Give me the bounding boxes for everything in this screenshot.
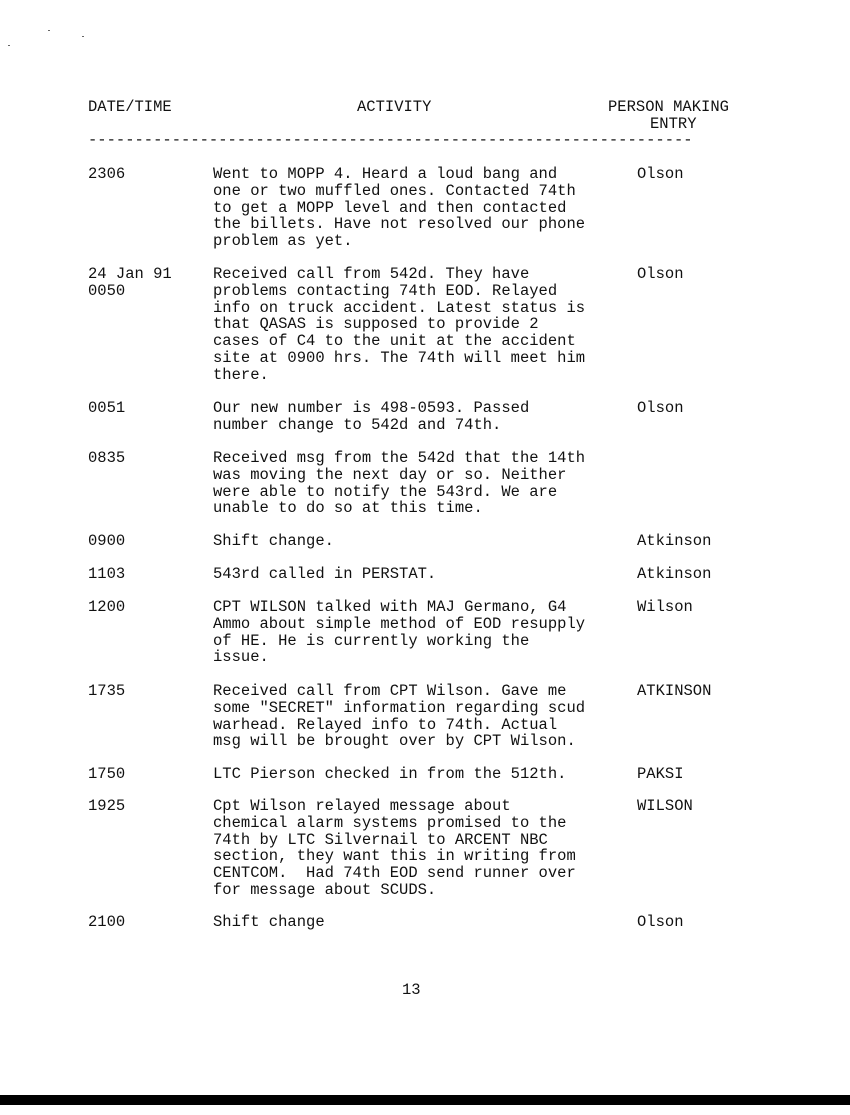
entry-activity: Shift change.: [213, 532, 334, 550]
entry-time: 0835: [88, 449, 126, 467]
entry-activity: Cpt Wilson relayed message about chemical alarm systems promised to the 74th by LTC Silvernail to ARCENT NBC section, they want this in writing from CENTCOM. Had 74th EOD send runner over for message about SCUDS.: [213, 797, 576, 899]
entry-activity: Went to MOPP 4. Heard a loud bang and one or two muffled ones. Contacted 74th to get a MOPP level and then contacted the billets. Have not resolved our phone problem as yet.: [213, 165, 586, 251]
entry-time: 2306: [88, 165, 126, 183]
entry-activity: Received call from CPT Wilson. Gave me some "SECRET" information regarding scud warhead. Relayed info to 74th. Actual msg will be brought over by CPT Wilson.: [213, 682, 586, 751]
column-header-person-making: PERSON MAKING: [608, 98, 729, 116]
entry-time: 1200: [88, 598, 126, 616]
entry-time: 24 Jan 91 0050: [88, 265, 172, 300]
entry-person: Atkinson: [637, 565, 712, 583]
entry-person: ATKINSON: [637, 682, 712, 700]
entry-time: 0900: [88, 532, 126, 550]
entry-activity: LTC Pierson checked in from the 512th.: [213, 765, 567, 783]
header-divider: -----------------------------------------------------------------: [88, 132, 693, 149]
entry-activity: Received call from 542d. They have problems contacting 74th EOD. Relayed info on truck accident. Latest status is that QASAS is supposed to provide 2 cases of C4 to the unit at the accident site at 0900 hrs. The 74th will meet him there.: [213, 265, 586, 384]
entry-activity: Our new number is 498-0593. Passed number change to 542d and 74th.: [213, 399, 530, 434]
entry-time: 1750: [88, 765, 126, 783]
entry-activity: Shift change: [213, 913, 325, 931]
column-header-activity: ACTIVITY: [357, 98, 432, 116]
entry-person: Olson: [637, 165, 684, 183]
page-number: 13: [402, 981, 421, 999]
entry-person: Olson: [637, 265, 684, 283]
column-header-entry: ENTRY: [650, 115, 697, 133]
entry-time: 1735: [88, 682, 126, 700]
entry-person: Olson: [637, 913, 684, 931]
entry-time: 1103: [88, 565, 126, 583]
column-header-date-time: DATE/TIME: [88, 98, 172, 116]
scan-speck: [82, 36, 84, 37]
entry-activity: CPT WILSON talked with MAJ Germano, G4 Ammo about simple method of EOD resupply of HE. He is currently working the issue.: [213, 598, 586, 667]
entry-time: 0051: [88, 399, 126, 417]
entry-activity: Received msg from the 542d that the 14th was moving the next day or so. Neither were able to notify the 543rd. We are unable to do so at this time.: [213, 449, 586, 518]
entry-person: Olson: [637, 399, 684, 417]
scan-speck: [8, 45, 10, 46]
entry-person: Atkinson: [637, 532, 712, 550]
scan-border-bar: [0, 1095, 850, 1105]
entry-activity: 543rd called in PERSTAT.: [213, 565, 437, 583]
entry-person: Wilson: [637, 598, 693, 616]
entry-person: PAKSI: [637, 765, 684, 783]
scan-speck: [48, 30, 50, 31]
entry-time: 2100: [88, 913, 126, 931]
entry-time: 1925: [88, 797, 126, 815]
entry-person: WILSON: [637, 797, 693, 815]
